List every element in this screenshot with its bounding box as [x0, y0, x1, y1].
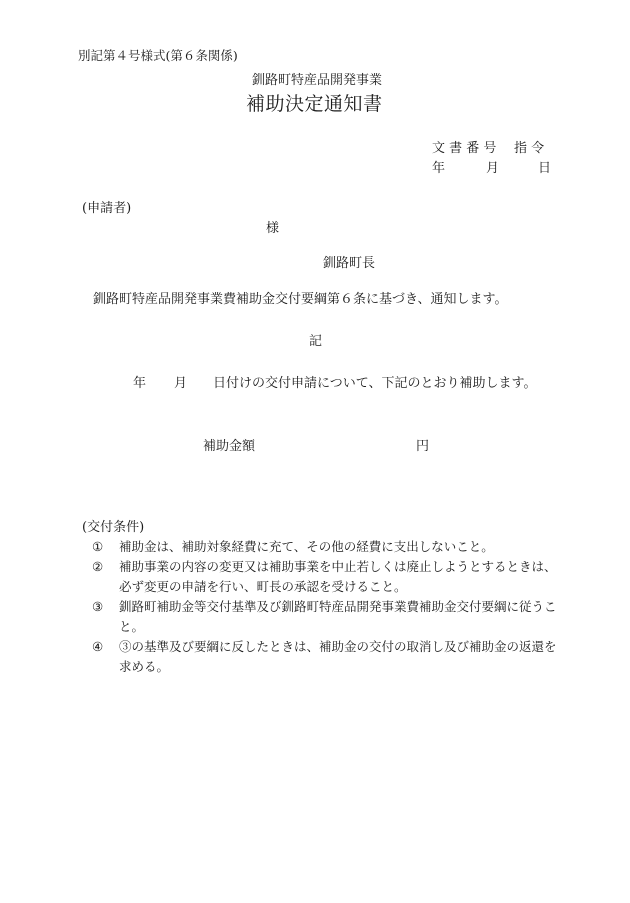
condition-number: ①	[92, 539, 104, 554]
form-label: 別記第４号様式(第６条関係)	[78, 48, 238, 63]
request-year: 年	[133, 376, 147, 391]
condition-text: 補助金は、補助対象経費に充て、その他の経費に支出しないこと。	[119, 539, 494, 554]
amount-unit: 円	[416, 439, 430, 454]
condition-number: ②	[92, 559, 104, 574]
condition-text: 釧路町補助金等交付基準及び釧路町特産品開発事業費補助金交付要綱に従うこと。	[119, 599, 557, 634]
condition-text: 補助事業の内容の変更又は補助事業を中止若しくは廃止しようとするときは、必ず変更の申請を行い、町長の承認を受けること。	[119, 559, 557, 594]
applicant-honorific: 様	[266, 221, 280, 236]
doc-ref: 指 令	[514, 141, 545, 156]
amount-label: 補助金額	[203, 439, 256, 454]
issuer: 釧路町長	[323, 256, 376, 271]
conditions-label: (交付条件)	[82, 520, 145, 535]
doc-number-label: 文 書 番 号	[432, 141, 497, 156]
project-name: 釧路町特産品開発事業	[252, 73, 383, 88]
ki-heading: 記	[309, 334, 323, 349]
doc-day: 日	[538, 161, 552, 176]
applicant-label: (申請者)	[82, 201, 132, 216]
doc-month: 月	[486, 161, 500, 176]
intro-text: 釧路町特産品開発事業費補助金交付要綱第６条に基づき、通知します。	[93, 292, 508, 307]
condition-text: ③の基準及び要綱に反したときは、補助金の交付の取消し及び補助金の返還を求める。	[119, 639, 557, 674]
doc-year: 年	[432, 161, 446, 176]
condition-number: ③	[92, 599, 104, 614]
request-text: 日付けの交付申請について、下記のとおり補助します。	[213, 376, 537, 391]
request-month: 月	[174, 376, 188, 391]
page-title: 補助決定通知書	[246, 93, 383, 115]
condition-number: ④	[92, 639, 104, 654]
